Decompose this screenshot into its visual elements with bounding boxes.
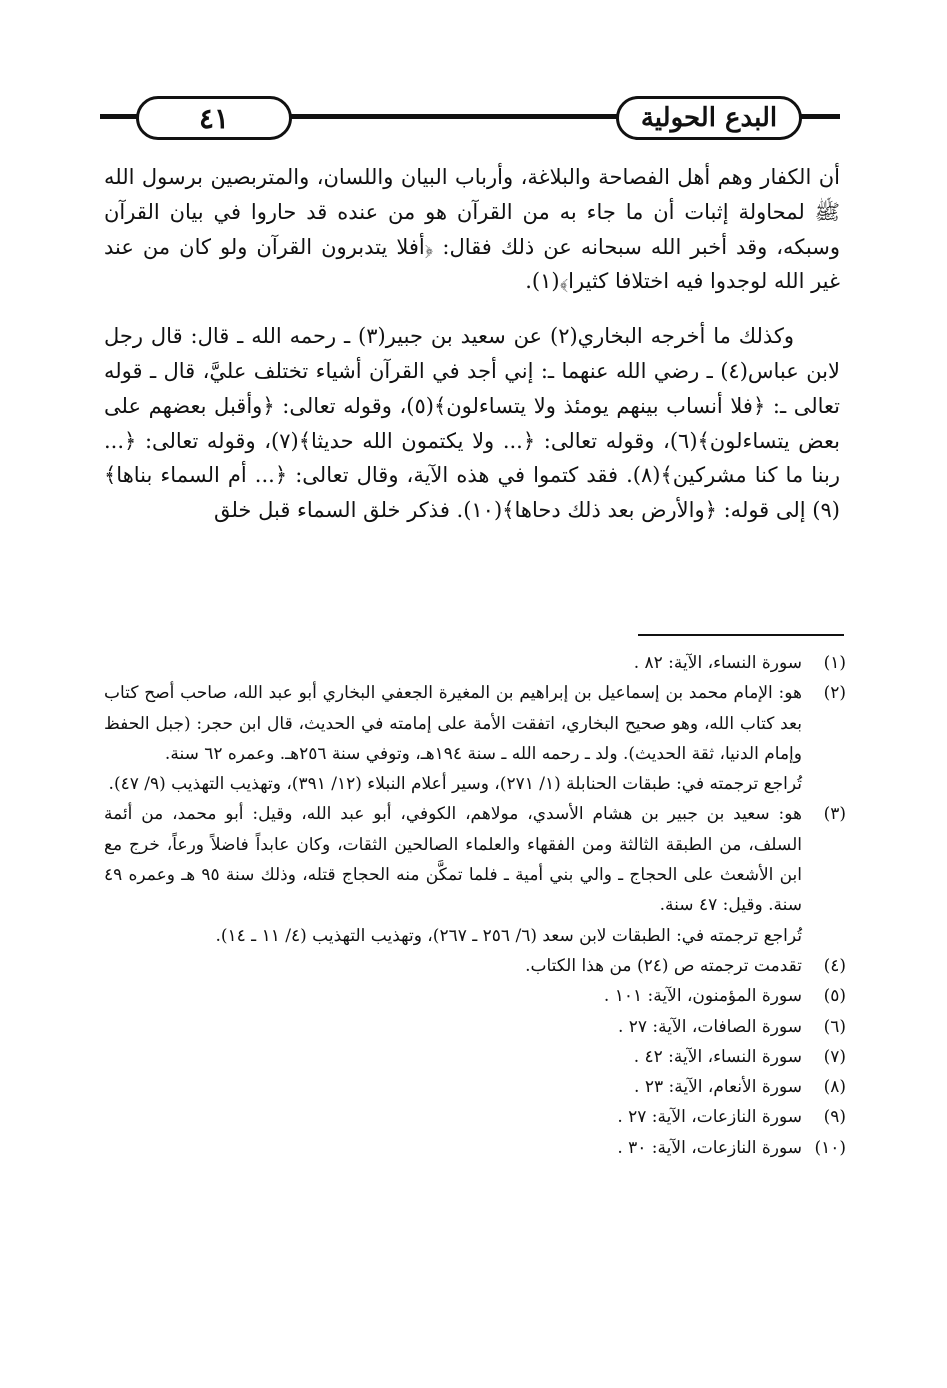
footnote-number: (١) [823, 653, 846, 673]
footnote-2 [104, 678, 846, 799]
footnote-text: سورة النازعات، الآية: ٣٠ . [617, 1137, 802, 1158]
footnote-number: (٦) [823, 1016, 846, 1037]
footnote-text: سورة النساء، الآية: ٤٢ . [633, 1046, 802, 1067]
page-header [100, 90, 840, 150]
footnote-text: سورة النساء، الآية: ٨٢ . [633, 653, 802, 673]
footnote-text: سورة الأنعام، الآية: ٢٣ . [634, 1077, 802, 1098]
footnote-5 [104, 981, 846, 1011]
footnote-text: هو: الإمام محمد بن إسماعيل بن إبراهيم بن المغيرة الجعفي البخاري أبو عبد الله، صاحب أصح كتاب بعد كتاب الله، وهو صحيح البخاري، اتفقت الأمة على إمامته في الحديث، قال ابن حجر: (جبل الحفظ وإمام الدنيا، ثقة الحديث). ولد ـ رحمه الله ـ سنة ١٩٤هـ، وتوفي سنة ٢٥٦هـ. وعمره ٦٢ سنة. [104, 683, 802, 764]
footnote-number: (٥) [823, 986, 846, 1007]
page-number: ٤١ [136, 96, 292, 140]
footnote-number: (٣) [823, 804, 846, 825]
footnote-text: تقدمت ترجمته ص (٢٤) من هذا الكتاب. [525, 955, 802, 976]
footnote-1 [104, 648, 846, 678]
footnote-10 [104, 1133, 846, 1163]
footnote-number: (٨) [823, 1077, 846, 1098]
footnote-text: سورة الصافات، الآية: ٢٧ . [617, 1016, 802, 1037]
footnote-text: هو: سعيد بن جبير بن هشام الأسدي، مولاهم، الكوفي، أبو عبد الله، وقيل: أبو محمد، من أئمة السلف، من الطبقة الثالثة ومن الفقهاء والعلماء الصالحين الثقات، وكان عابداً فاضلاً ورعاً، خرج مع ابن الأشعث على الحجاج ـ والي بني أمية ـ فلما تمكَّن منه الحجاج قتله، وذلك سنة ٩٥ هـ وعمره ٤٩ سنة. وقيل: ٤٧ سنة. [104, 804, 803, 916]
footnote-7 [104, 1042, 846, 1072]
footnote-text: تُراجع ترجمته في: الطبقات لابن سعد (٦/ ٢٥٦ ـ ٢٦٧)، وتهذيب التهذيب (٤/ ١١ ـ ١٤). [215, 925, 802, 946]
paragraph-1: أن الكفار وهم أهل الفصاحة والبلاغة، وأرباب البيان واللسان، والمتربصين برسول الله ﷺ لمحاولة إثبات أن ما جاء به من القرآن هو من عنده قد حاروا في بيان القرآن وسبكه، وقد أخبر الله سبحانه عن ذلك فقال: ﴿أفلا يتدبرون القرآن ولو كان من عند غير الله لوجدوا فيه اختلافا كثيرا﴾(١). [104, 165, 840, 294]
footnote-separator [638, 634, 844, 636]
book-title: البدع الحولية [616, 96, 802, 140]
footnote-6 [104, 1012, 846, 1042]
footnote-number: (٧) [823, 1046, 846, 1067]
footnotes [104, 648, 846, 1163]
main-text [104, 160, 840, 528]
footnote-3 [104, 799, 846, 950]
footnote-4 [104, 951, 846, 981]
footnote-number: (١٠) [814, 1137, 846, 1158]
footnote-text: تُراجع ترجمته في: طبقات الحنابلة (١/ ٢٧١)، وسير أعلام النبلاء (١٢/ ٣٩١)، وتهذيب التهذيب (٩/ ٤٧). [108, 774, 802, 795]
footnote-number: (٩) [823, 1107, 846, 1128]
footnote-9 [104, 1102, 846, 1132]
footnote-number: (٢) [823, 683, 846, 704]
footnote-text: سورة المؤمنون، الآية: ١٠١ . [603, 986, 802, 1007]
paragraph-2: وكذلك ما أخرجه البخاري(٢) عن سعيد بن جبير(٣) ـ رحمه الله ـ قال: قال رجل لابن عباس(٤) ـ رضي الله عنهما ـ: إني أجد في القرآن أشياء تختلف عليَّ، قال ـ قوله تعالى ـ: ﴿فلا أنساب بينهم يومئذ ولا يتساءلون﴾(٥)، وقوله تعالى: ﴿وأقبل بعضهم على بعض يتساءلون﴾(٦)، وقوله تعالى: ﴿... ولا يكتمون الله حديثا﴾(٧)، وقوله تعالى: ﴿... ربنا ما كنا مشركين﴾(٨). فقد كتموا في هذه الآية، وقال تعالى: ﴿... أم السماء بناها﴾ (٩) إلى قوله: ﴿والأرض بعد ذلك دحاها﴾(١٠). فذكر خلق السماء قبل خلق [104, 324, 841, 523]
footnote-number: (٤) [823, 955, 846, 976]
footnote-text: سورة النازعات، الآية: ٢٧ . [617, 1107, 802, 1128]
footnote-8 [104, 1072, 846, 1102]
